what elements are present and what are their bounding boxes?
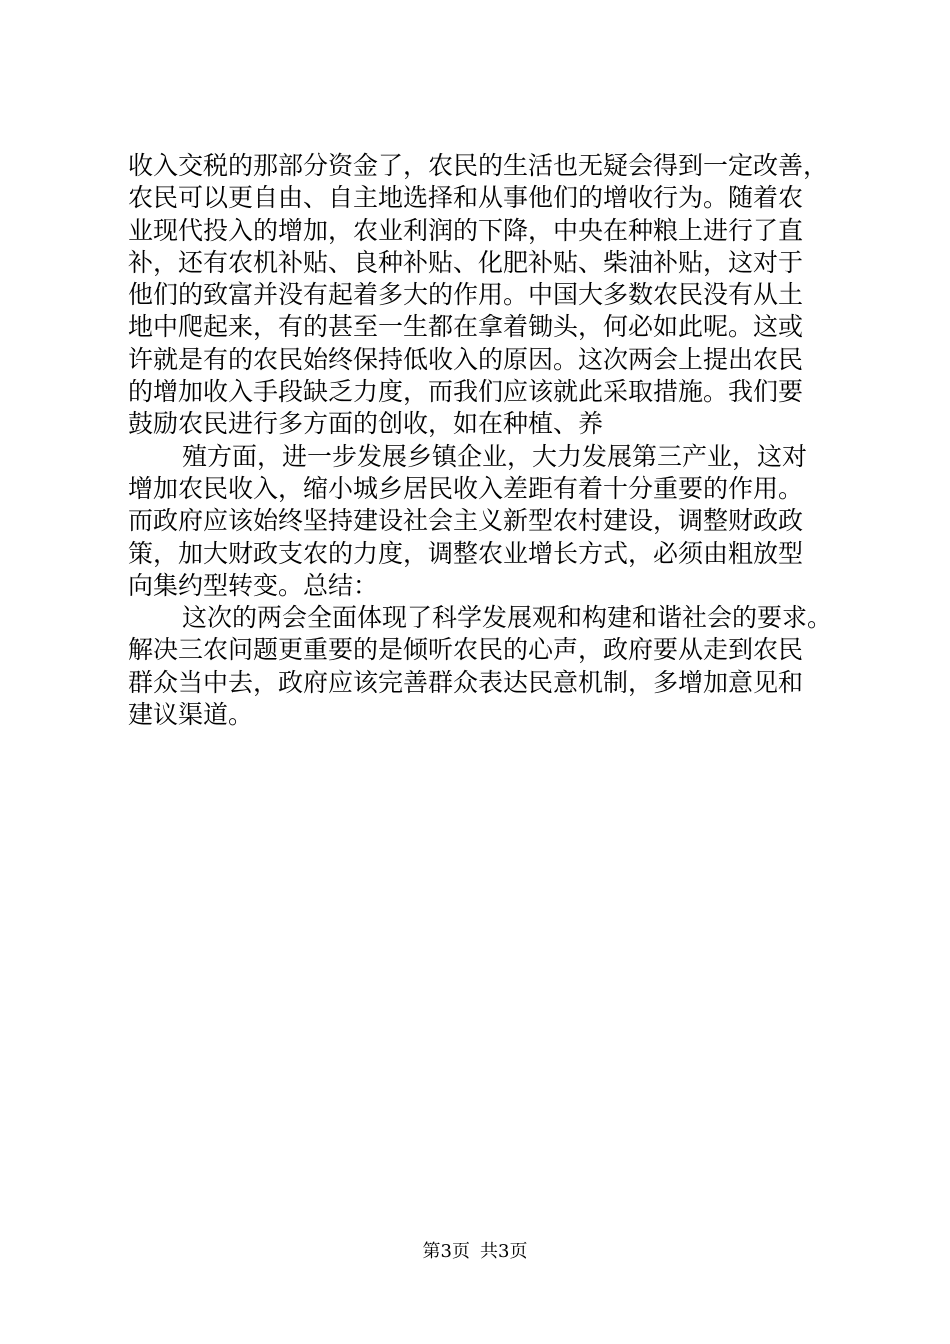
text-line: 解决三农问题更重要的是倾听农民的心声，政府要从走到农民	[128, 635, 804, 665]
text-line: 建议渠道。	[128, 700, 254, 730]
text-line: 农民可以更自由、自主地选择和从事他们的增收行为。随着农	[128, 183, 804, 213]
text-line: 的增加收入手段缺乏力度，而我们应该就此采取措施。我们要	[128, 377, 804, 407]
text-line: 地中爬起来，有的甚至一生都在拿着锄头，何必如此呢。这或	[128, 312, 804, 342]
text-line: 鼓励农民进行多方面的创收，如在种植、养	[128, 409, 604, 439]
text-line: 群众当中去，政府应该完善群众表达民意机制，多增加意见和	[128, 667, 804, 697]
text-line: 补，还有农机补贴、良种补贴、化肥补贴、柴油补贴，这对于	[128, 247, 804, 277]
text-line: 许就是有的农民始终保持低收入的原因。这次两会上提出农民	[128, 344, 804, 374]
page-total: 共3页	[480, 1241, 528, 1262]
text-line: 策，加大财政支农的力度，调整农业增长方式，必须由粗放型	[128, 538, 804, 568]
document-body	[128, 150, 838, 731]
text-line: 收入交税的那部分资金了，农民的生活也无疑会得到一定改善，	[128, 151, 829, 180]
text-line: 殖方面，进一步发展乡镇企业，大力发展第三产业，这对	[182, 441, 808, 471]
text-line: 业现代投入的增加，农业利润的下降，中央在种粮上进行了直	[128, 215, 804, 245]
text-line: 而政府应该始终坚持建设社会主义新型农村建设，调整财政政	[128, 506, 804, 536]
text-line: 这次的两会全面体现了科学发展观和构建和谐社会的要求。	[182, 603, 833, 633]
text-line: 他们的致富并没有起着多大的作用。中国大多数农民没有从土	[128, 280, 804, 310]
text-line: 向集约型转变。总结：	[128, 570, 379, 600]
page-number: 第3页	[422, 1241, 470, 1262]
page-footer	[0, 1240, 950, 1264]
text-line: 增加农民收入，缩小城乡居民收入差距有着十分重要的作用。	[128, 473, 804, 503]
